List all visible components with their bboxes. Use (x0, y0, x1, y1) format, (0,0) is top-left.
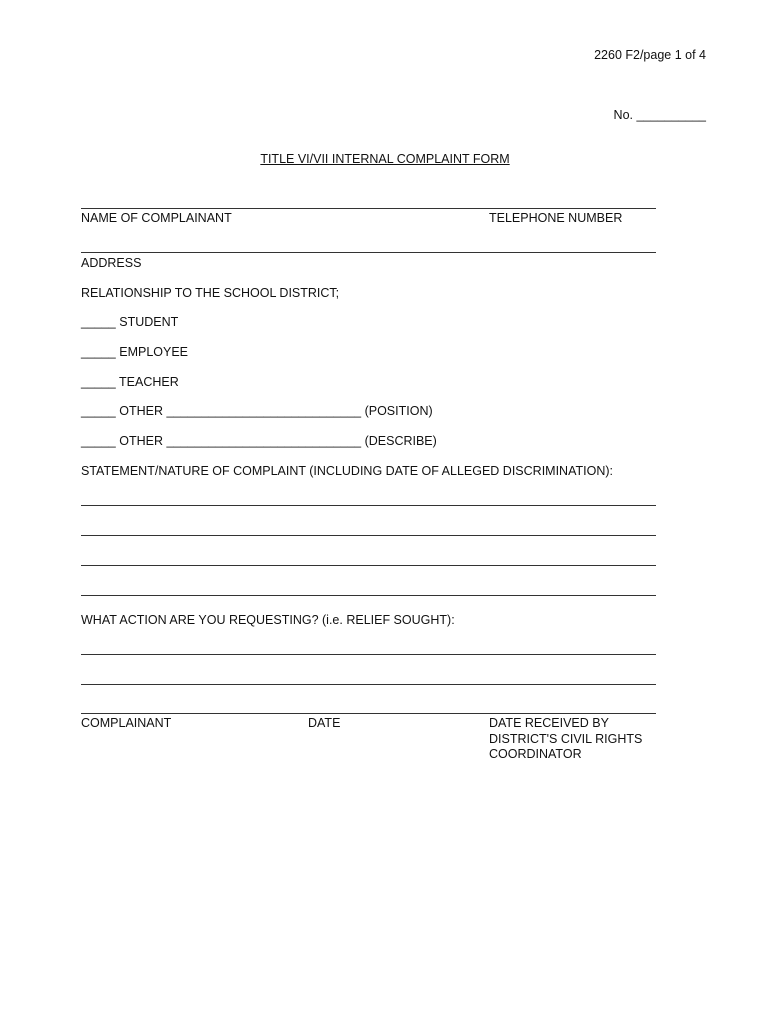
date-label: DATE (308, 716, 341, 730)
statement-line[interactable] (81, 595, 656, 596)
option-student[interactable]: _____ STUDENT (81, 315, 179, 329)
date-received-line-1: DATE RECEIVED BY (489, 716, 609, 730)
telephone-number-label: TELEPHONE NUMBER (489, 211, 623, 225)
option-other-describe[interactable]: _____ OTHER ____________________________ (DESCRIBE) (81, 434, 437, 448)
statement-line[interactable] (81, 565, 656, 566)
statement-line[interactable] (81, 535, 656, 536)
statement-heading: STATEMENT/NATURE OF COMPLAINT (INCLUDING DATE OF ALLEGED DISCRIMINATION): (81, 464, 613, 478)
complainant-signature-label: COMPLAINANT (81, 716, 172, 730)
form-title: TITLE VI/VII INTERNAL COMPLAINT FORM (260, 152, 510, 166)
action-line[interactable] (81, 654, 656, 655)
address-label: ADDRESS (81, 256, 142, 270)
date-received-line-2: DISTRICT'S CIVIL RIGHTS (489, 731, 643, 746)
relationship-heading: RELATIONSHIP TO THE SCHOOL DISTRICT; (81, 286, 340, 300)
statement-line[interactable] (81, 505, 656, 506)
option-other-position[interactable]: _____ OTHER ____________________________ (POSITION) (81, 404, 433, 418)
signature-line[interactable] (81, 713, 656, 714)
action-line[interactable] (81, 684, 656, 685)
option-teacher[interactable]: _____ TEACHER (81, 375, 179, 389)
address-line[interactable] (81, 252, 656, 253)
action-heading: WHAT ACTION ARE YOU REQUESTING? (i.e. RELIEF SOUGHT): (81, 613, 455, 627)
page-reference: 2260 F2/page 1 of 4 (594, 48, 706, 62)
name-of-complainant-label: NAME OF COMPLAINANT (81, 211, 232, 225)
date-received-label (489, 716, 669, 763)
name-telephone-line[interactable] (81, 208, 656, 209)
form-number-field[interactable]: No. __________ (613, 108, 706, 122)
option-employee[interactable]: _____ EMPLOYEE (81, 345, 189, 359)
date-received-line-3: COORDINATOR (489, 747, 582, 761)
